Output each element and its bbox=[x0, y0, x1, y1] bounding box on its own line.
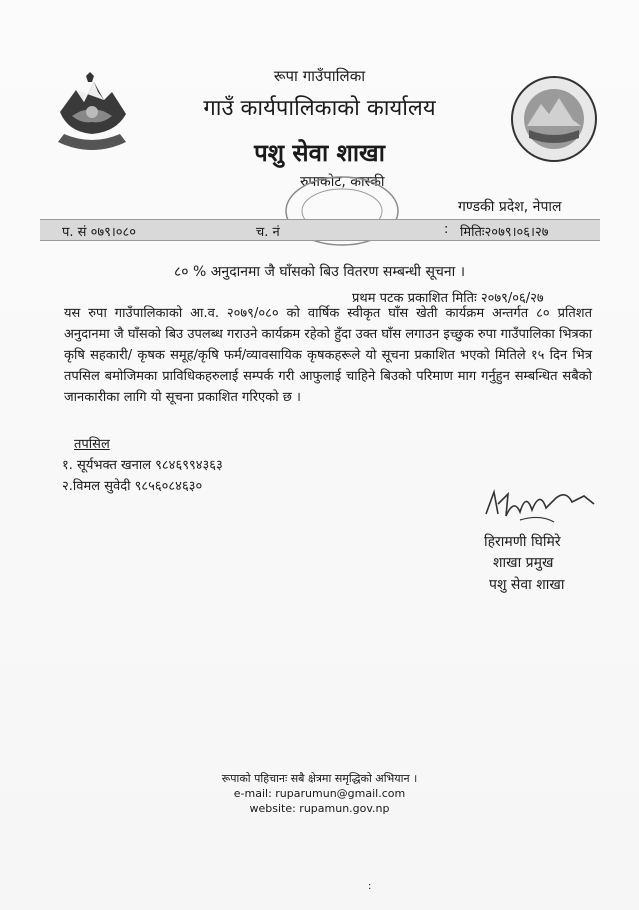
first-published-date: प्रथम पटक प्रकाशित मितिः २०७९/०६/२७ bbox=[352, 291, 544, 306]
annex-title: तपसिल bbox=[74, 437, 110, 452]
date-separator: : bbox=[444, 222, 449, 237]
signatory-name: हिरामणी घिमिरे bbox=[484, 534, 561, 550]
contact-item: १. सूर्यभक्त खनाल ९८४६९९४३६३ bbox=[62, 458, 223, 473]
reference-number: प. सं ०७९।०८० bbox=[62, 225, 137, 240]
notice-subject: ८० % अनुदानमा जै घाँसको बिउ वितरण सम्बन्धी सूचना । bbox=[173, 264, 466, 280]
signatory-department: पशु सेवा शाखा bbox=[489, 577, 565, 593]
signatory-title: शाखा प्रमुख bbox=[493, 555, 554, 571]
footer-email: e-mail: ruparumun@gmail.com bbox=[233, 787, 406, 800]
page-mark: : bbox=[368, 881, 372, 892]
municipality-name: रूपा गाउँपालिका bbox=[273, 67, 366, 85]
handwritten-signature-icon bbox=[480, 484, 600, 528]
section-name: पशु सेवा शाखा bbox=[254, 139, 385, 167]
dispatch-number: च. नं bbox=[256, 225, 280, 240]
office-location: रुपाकोट, कास्की bbox=[300, 174, 385, 190]
office-name: गाउँ कार्यपालिकाको कार्यालय bbox=[203, 96, 436, 121]
reference-bar bbox=[40, 219, 600, 241]
letter-date: मितिः२०७९।०६।२७ bbox=[460, 225, 549, 240]
footer-website: website: rupamun.gov.np bbox=[249, 802, 390, 815]
province: गण्डकी प्रदेश, नेपाल bbox=[458, 199, 562, 215]
notice-body: यस रुपा गाउँपालिकाको आ.व. २०७९/०८० को वार्षिक स्वीकृत घाँस खेती कार्यक्रम अन्तर्गत ८० प्रतिशत अनुदानमा जै घाँसको बिउ उपलब्ध गराउने कार्यक्रम रहेको हुँदा उक्त घाँस लगाउन इच्छुक रुपा गाउँपालिका भित्रका कृषि सहकारी/ कृषक समूह/कृषि फर्म/व्यावसायिक कृषकहरूले यो सूचना प्रकाशित भएको मितिले १५ दिन भित्र तपसिल बमोजिमका प्राविधिकहरुलाई सम्पर्क गरी आफुलाई चाहिने बिउको परिमाण माग गर्नुहुन सम्बन्धित सबैको जानकारीका लागि यो सूचना प्रकाशित गरिएको छ । bbox=[64, 306, 592, 405]
contact-item: २.विमल सुवेदी ९८५६०८४६३० bbox=[62, 479, 203, 494]
footer-slogan: रूपाको पहिचानः सबै क्षेत्रमा समृद्धिको अभियान । bbox=[221, 772, 418, 785]
